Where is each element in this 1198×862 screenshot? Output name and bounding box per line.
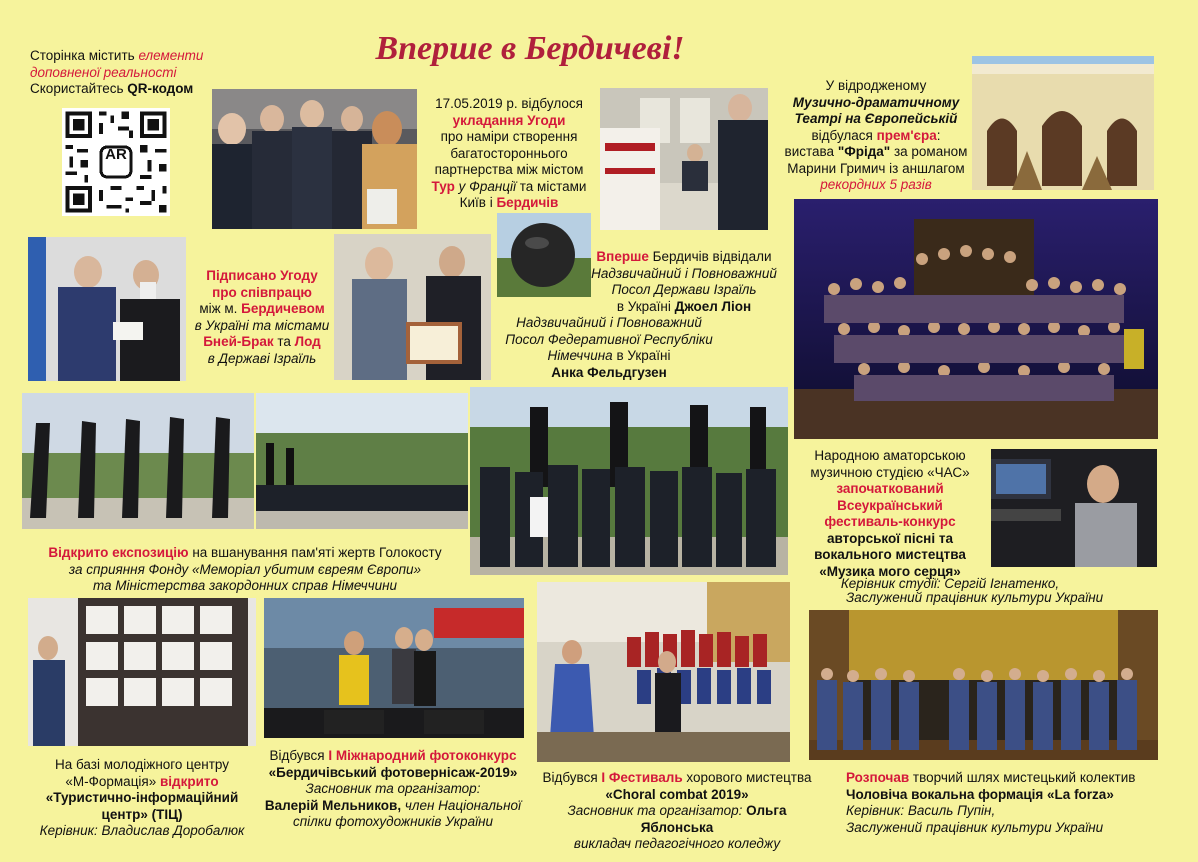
text-line: Надзвичайний і Повноважний [591,265,777,281]
holocaust-text [22,545,468,595]
choral-festival-text [532,770,822,853]
photo-certificate [334,234,491,380]
text-line: Керівник: Владислав Доробалюк [39,823,245,838]
text-line: Керівник студії: Сергій Ігнатенко, [840,576,1060,591]
text-span: Ольга Яблонська [640,803,787,835]
text-span: : [936,127,941,143]
text-span: Бердичів [496,195,559,210]
text-line: Марини Гримич із аншлагом [787,160,965,176]
text-line: започаткований [836,481,944,496]
text-span: на вшанування пам'яті жертв Голокосту [188,545,442,560]
text-line: Посол Федеративної Республіки [505,331,713,347]
ar-note-text: Сторінка містить [30,48,139,63]
text-line: та Міністерства закордонних справ Німеччини [92,578,398,593]
ar-note-emphasis: елементи [138,48,204,63]
text-span: в Україні [612,348,671,363]
photo-agreement-signing [212,89,417,229]
text-span: "Фріда" [837,144,891,159]
text-line: про наміри створення [440,129,578,144]
text-line: 17.05.2019 р. відбулося [435,96,583,111]
text-span: у Франції [454,178,517,194]
text-span: «М-Формація» [65,773,160,789]
text-line: Театрі на Європейській [794,111,958,126]
photo-holocaust-memorial-crowd [256,393,468,529]
photo-studio-leader [991,449,1157,567]
text-line: Підписано Угоду [206,268,318,283]
la-forza-text [846,770,1156,836]
qr-label-text: QR-кодом [127,81,194,96]
photo-contest-text [258,748,528,831]
text-line: укладання Угоди [452,112,566,128]
text-line: На базі молодіжного центру [54,757,230,772]
page-title: Вперше в Бердичеві! [375,30,685,67]
text-line: в Україні та містами [194,317,330,333]
text-line: викладач педагогічного коледжу [573,836,781,851]
text-line: за сприяння Фонду «Меморіал убитим євреям Європи» [68,561,422,577]
text-span: Засновник та організатор: [567,803,747,818]
text-line: вокального мистецтва [814,547,966,562]
text-span: в Україні [616,298,675,314]
text-span: та містами [516,178,587,194]
text-span: Тур [431,178,455,194]
text-line: рекордних 5 разів [820,177,932,192]
text-span: І Міжнародний фотоконкурс [328,748,517,763]
photo-israel-agreement [28,237,186,381]
ambassadors-text-germany [494,315,724,381]
text-line: Анка Фельдгузен [551,364,667,380]
text-line: «Туристично-інформаційний [45,790,239,805]
text-span: відкрито [160,773,219,789]
text-line: Всеукраїнський [837,497,943,513]
text-span: Розпочав [846,770,910,785]
text-span: Відбувся [269,748,329,763]
chas-studio-text [790,448,990,580]
text-span: прем'єра [876,127,937,143]
text-span: хорового мистецтва [682,770,812,785]
text-line: Заслужений працівник культури України [846,590,1104,605]
photo-ambassador-visit [600,88,768,230]
photo-la-forza [809,610,1158,760]
ar-badge: AR [105,146,127,163]
text-span: Валерій Мельников, [264,797,402,813]
text-span: творчий шлях мистецький колектив [909,770,1136,785]
text-span: відбулася [811,127,877,143]
text-line: центр» (ТІЦ) [101,806,183,822]
photo-holocaust-memorial-1 [22,393,254,529]
text-line: «Choral combat 2019» [605,786,749,802]
text-span: Джоел Ліон [674,298,752,314]
text-span: між м. [199,301,242,316]
agreement-tour-text [418,96,600,212]
ar-note-emphasis-2: доповненої реальності [30,64,177,80]
text-line: Надзвичайний і Повноважний [516,315,702,330]
text-line: багатостороннього [450,145,568,161]
text-span: Бердичів відвідали [648,249,772,264]
text-line: Засновник та організатор: [305,781,481,796]
text-span: Вперше [596,249,649,264]
photo-choral-festival [537,582,790,762]
ambassadors-text [504,249,794,315]
text-span: Київ і [459,195,497,210]
text-span: вистава [784,144,838,159]
photo-theatre-building [972,56,1154,190]
text-span: Німеччина [547,348,613,363]
text-span: Відкрито експозицію [48,545,189,560]
text-line: «Бердичівський фотовернісаж-2019» [268,764,518,780]
text-line: Заслужений працівник культури України [846,819,1104,835]
ar-note-text-2: Скористайтесь [30,81,128,96]
text-line: Музично-драматичному [792,94,960,110]
tic-text [22,757,262,840]
text-span: Бердичевом [241,301,325,316]
qr-code[interactable] [62,108,170,216]
text-span: член Національної [401,797,522,813]
text-line: в Державі Ізраїль [207,350,317,366]
text-line: спілки фотохудожників України [292,814,494,829]
text-line: Посол Держави Ізраїль [611,282,757,297]
photo-photo-contest [264,598,524,738]
text-span: Бней-Брак [203,334,274,349]
text-line: музичною студією «ЧАС» [810,464,970,480]
text-line: про співпрацю [212,284,312,300]
chas-leader-title [846,590,1146,607]
text-line: авторської пісні та [827,530,953,546]
text-span: Відбувся [542,770,602,785]
photo-frida-cast [794,199,1158,439]
text-span: за романом [890,144,968,159]
text-line: «Музика мого серця» [819,563,961,579]
ar-note [30,48,230,98]
text-line: партнерства між містом [434,162,584,177]
text-line: Чоловіча вокальна формація «La forza» [846,786,1114,802]
photo-tourist-center [28,598,256,746]
text-span: Лод [294,334,321,349]
text-span: та [273,334,295,349]
text-line: фестиваль-конкурс [824,514,956,529]
text-line: Керівник: Василь Пупін, [846,803,996,818]
text-line: У відродженому [825,78,927,93]
photo-holocaust-memorial-group [470,387,788,575]
israel-agreement-text [190,268,334,367]
text-span: І Фестиваль [601,770,683,785]
frida-premiere-text [776,78,976,194]
text-line: Народною аматорською [814,448,966,463]
